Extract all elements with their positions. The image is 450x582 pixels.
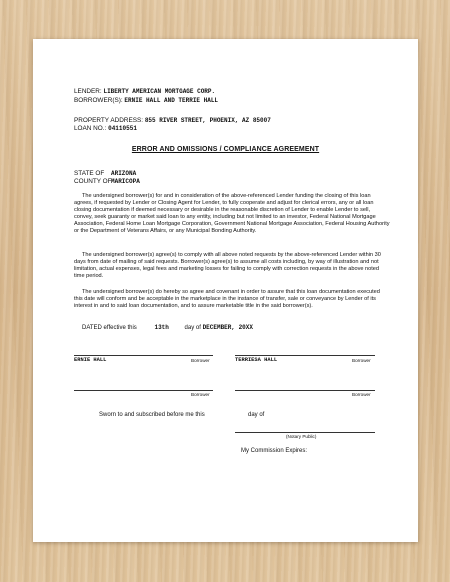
borrower4-caption: Borrower: [352, 392, 371, 397]
county-value: MARICOPA: [111, 178, 140, 185]
borrower1-caption: Borrower: [191, 358, 210, 363]
loan-value: 04110551: [108, 125, 137, 132]
borrower3-signature-line: [74, 390, 213, 391]
agreement-title: ERROR AND OMISSIONS / COMPLIANCE AGREEMENT: [131, 146, 320, 153]
paragraph-3: The undersigned borrower(s) do hereby so agree and covenant in order to assure that this loan documentation executed this date will conform and be acceptable in the marketplace in the instance of transfer, sale or conveyance by Lender of its interest in and to said loan documentation, and to assure marketable title in the said borrower(s).: [74, 289, 380, 309]
property-label: PROPERTY ADDRESS:: [74, 117, 144, 124]
borrower3-caption: Borrower: [191, 392, 210, 397]
dated-day: 13th: [154, 324, 169, 331]
borrowers-value: ERNIE HALL AND TERRIE HALL: [124, 97, 219, 104]
notary-day-of: day of: [248, 412, 265, 418]
document-page: [33, 39, 418, 542]
lender-label: LENDER:: [74, 88, 102, 95]
borrower2-caption: Borrower: [352, 358, 371, 363]
borrower1-signature-line: [74, 355, 213, 356]
dated-middle: day of: [184, 325, 201, 331]
loan-line: [74, 124, 137, 134]
borrower2-name: TERRIESA HALL: [235, 357, 278, 363]
notary-signature-line: [235, 432, 375, 433]
commission-expires: My Commission Expires:: [241, 448, 308, 454]
loan-label: LOAN NO.:: [74, 125, 107, 132]
sworn-text: Sworn to and subscribed before me this: [99, 412, 205, 418]
dated-month-year: DECEMBER, 20XX: [202, 324, 253, 331]
paragraph-2: The undersigned borrower(s) agree(s) to comply with all above noted requests by the above-referenced Lender within 30 days from date of mailing of said requests. Borrower(s) agree(s) to assume all costs including, by way of illustration and not limitation, actual expenses, legal fees and marketing losses for failing to comply with correction requests in the above noted time period.: [74, 252, 381, 279]
borrower2-signature-line: [235, 355, 375, 356]
dated-prefix: DATED effective this: [82, 325, 137, 331]
borrowers-line: [74, 96, 218, 106]
notary-caption: (Notary Public): [286, 434, 317, 439]
dated-line: [82, 324, 253, 331]
state-value: ARIZONA: [111, 170, 137, 177]
state-label: STATE OF: [74, 170, 105, 177]
property-value: 855 RIVER STREET, PHOENIX, AZ 85007: [144, 117, 271, 124]
borrower4-signature-line: [235, 390, 375, 391]
borrower1-name: ERNIE HALL: [74, 357, 107, 363]
borrowers-label: BORROWER(S):: [74, 97, 123, 104]
county-label: COUNTY OF: [74, 178, 112, 185]
lender-value: LIBERTY AMERICAN MORTGAGE CORP.: [103, 88, 216, 95]
paragraph-1: The undersigned borrower(s) for and in consideration of the above-referenced Lender funding the closing of this loan agrees, if requested by Lender or Closing Agent for Lender, to fully cooperate and adjust for clerical errors, any or all loan closing documentation if deemed necessary or desirable in the reasonable discretion of Lender to enable Lender to sell, convey, seek guaranty or market said loan to any entity, including but not limited to an investor, Federal National Mortgage Association, Federal Home Loan Mortgage Corporation, Government National Mortgage Association, Federal Housing Authority or the Department of Veterans Affairs, or any Municipal Bonding Authority.: [74, 193, 390, 234]
